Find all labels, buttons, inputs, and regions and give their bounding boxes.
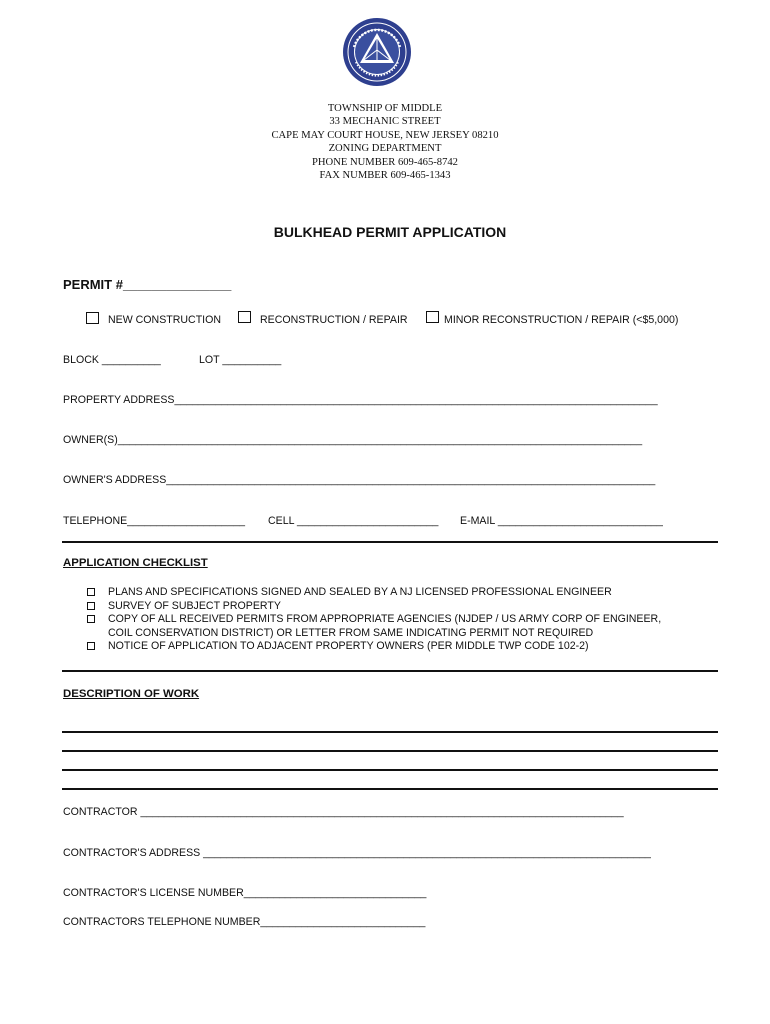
minor-reconstruction-checkbox[interactable]	[426, 311, 439, 323]
description-heading: DESCRIPTION OF WORK	[63, 688, 200, 700]
checklist-heading: APPLICATION CHECKLIST	[63, 557, 208, 569]
reconstruction-repair-label: RECONSTRUCTION / REPAIR	[260, 314, 408, 326]
checklist-checkbox[interactable]	[87, 602, 95, 610]
township-seal-logo	[342, 17, 412, 87]
checklist-checkbox[interactable]	[87, 642, 95, 650]
header-line-fax: FAX NUMBER 609-465-1343	[319, 170, 451, 182]
header-line-township: TOWNSHIP OF MIDDLE	[327, 103, 443, 114]
owners-address-field[interactable]: OWNER'S ADDRESS___________________________________________________________________________________	[63, 474, 656, 486]
contractor-license-field[interactable]: CONTRACTOR'S LICENSE NUMBER_______________________________	[63, 887, 427, 899]
checklist-item[interactable]	[87, 600, 727, 614]
contractor-field[interactable]: CONTRACTOR __________________________________________________________________________________	[63, 806, 624, 818]
form-title: BULKHEAD PERMIT APPLICATION	[273, 224, 507, 240]
application-checklist	[87, 586, 727, 654]
checklist-item-text: NOTICE OF APPLICATION TO ADJACENT PROPERTY OWNERS (PER MIDDLE TWP CODE 102-2)	[108, 640, 589, 653]
telephone-field[interactable]: TELEPHONE____________________	[63, 515, 246, 527]
header-line-department: ZONING DEPARTMENT	[328, 143, 442, 155]
checklist-item[interactable]	[87, 640, 727, 654]
header-line-street: 33 MECHANIC STREET	[329, 116, 441, 128]
header-line-city: CAPE MAY COURT HOUSE, NEW JERSEY 08210	[271, 129, 499, 141]
checklist-item-text: PLANS AND SPECIFICATIONS SIGNED AND SEALED BY A NJ LICENSED PROFESSIONAL ENGINEER	[108, 586, 612, 598]
department-header	[0, 102, 770, 182]
checklist-item[interactable]	[87, 586, 727, 600]
checklist-item-text-continued: COIL CONSERVATION DISTRICT) OR LETTER FROM SAME INDICATING PERMIT NOT REQUIRED	[108, 626, 594, 639]
new-construction-label: NEW CONSTRUCTION	[108, 314, 221, 326]
new-construction-checkbox[interactable]	[86, 312, 99, 324]
reconstruction-repair-checkbox[interactable]	[238, 311, 251, 323]
contractor-address-field[interactable]: CONTRACTOR'S ADDRESS ____________________________________________________________________________	[63, 847, 651, 859]
section-divider	[62, 541, 718, 543]
checklist-item-text: COPY OF ALL RECEIVED PERMITS FROM APPROPRIATE AGENCIES (NJDEP / US ARMY CORP OF ENGINEER,	[108, 613, 662, 626]
lot-field[interactable]: LOT __________	[199, 354, 282, 366]
section-divider	[62, 788, 718, 790]
property-address-field[interactable]: PROPERTY ADDRESS__________________________________________________________________________________	[63, 394, 658, 406]
header-line-phone: PHONE NUMBER 609-465-8742	[312, 156, 458, 168]
owners-field[interactable]: OWNER(S)_________________________________________________________________________________________	[63, 434, 643, 446]
checklist-item-text: SURVEY OF SUBJECT PROPERTY	[108, 599, 281, 612]
checklist-item[interactable]	[87, 613, 727, 640]
description-line[interactable]	[62, 731, 718, 733]
minor-reconstruction-label: MINOR RECONSTRUCTION / REPAIR (<$5,000)	[444, 314, 679, 326]
email-field[interactable]: E-MAIL ____________________________	[460, 515, 663, 527]
checklist-checkbox[interactable]	[87, 615, 95, 623]
section-divider	[62, 670, 718, 672]
cell-field[interactable]: CELL ________________________	[268, 515, 439, 527]
block-field[interactable]: BLOCK __________	[63, 354, 161, 366]
permit-number-field[interactable]: PERMIT #_______________	[63, 277, 232, 292]
checklist-checkbox[interactable]	[87, 588, 95, 596]
description-line[interactable]	[62, 750, 718, 752]
contractor-telephone-field[interactable]: CONTRACTORS TELEPHONE NUMBER____________________________	[63, 916, 426, 928]
description-line[interactable]	[62, 769, 718, 771]
